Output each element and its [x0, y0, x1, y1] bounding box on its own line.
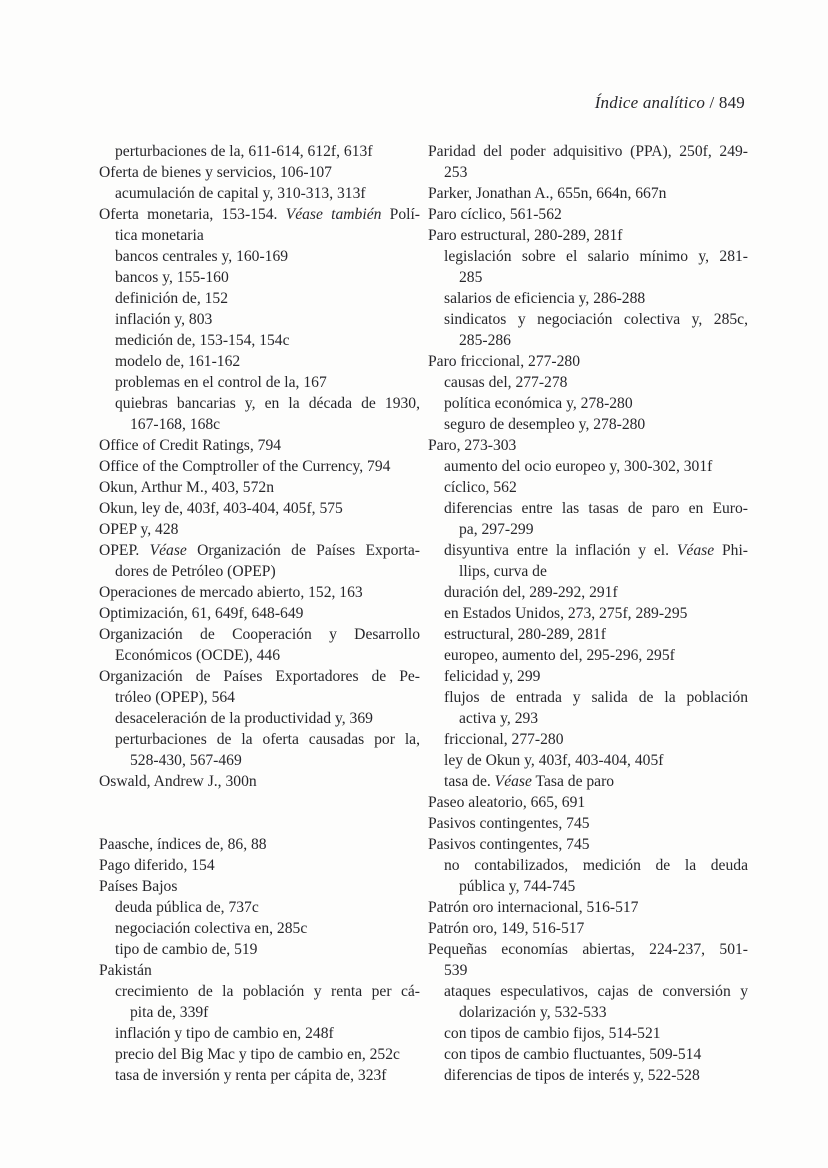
index-text-segment: aumento del ocio europeo y, 300-302, 301f: [444, 458, 713, 475]
index-text-segment: Paro, 273-303: [428, 437, 517, 454]
index-entry-line: [99, 708, 420, 729]
index-text-segment: con tipos de cambio fluctuantes, 509-514: [444, 1046, 702, 1063]
index-text-segment: Phi-: [714, 542, 748, 559]
index-entry-line: [99, 666, 420, 687]
index-entry-line: [428, 855, 748, 876]
index-entry-line: [428, 204, 748, 225]
index-entry-line: [428, 582, 748, 603]
index-entry-line: [428, 141, 748, 162]
index-text-segment: Oferta de bienes y servicios, 106-107: [99, 164, 332, 181]
index-entry-line: [99, 183, 420, 204]
index-text-segment: tipo de cambio de, 519: [115, 941, 258, 958]
index-text-segment: no contabilizados, medición de la deuda: [444, 857, 748, 874]
index-text-segment: ley de Okun y, 403f, 403-404, 405f: [444, 752, 664, 769]
index-entry-line: [428, 666, 748, 687]
index-column-left: [99, 141, 420, 1086]
index-entry-line: [428, 183, 748, 204]
index-text-segment: Países Bajos: [99, 878, 178, 895]
index-text-segment: dores de Petróleo (OPEP): [115, 563, 276, 580]
index-text-segment: disyuntiva entre la inflación y el.: [444, 542, 677, 559]
index-entry-line: [99, 393, 420, 414]
index-entry-line: [428, 393, 748, 414]
index-text-segment: Okun, Arthur M., 403, 572n: [99, 479, 274, 496]
index-entry-line: [428, 918, 748, 939]
index-entry-line: [99, 498, 420, 519]
index-entry-line: [99, 456, 420, 477]
index-entry-line: [428, 750, 748, 771]
index-text-segment: Pago diferido, 154: [99, 857, 215, 874]
index-entry-line: [428, 519, 748, 540]
index-entry-line: [99, 1002, 420, 1023]
index-entry-line: [428, 687, 748, 708]
index-entry-line: [99, 225, 420, 246]
index-entry-line: [99, 645, 420, 666]
index-text-segment: cíclico, 562: [444, 479, 517, 496]
index-entry-line: [99, 309, 420, 330]
index-text-segment: perturbaciones de la, 611-614, 612f, 613f: [115, 143, 373, 160]
index-entry-line: [428, 309, 748, 330]
index-entry-line: [99, 141, 420, 162]
index-text-segment: estructural, 280-289, 281f: [444, 626, 606, 643]
index-text-segment: acumulación de capital y, 310-313, 313f: [115, 185, 366, 202]
index-text-segment: 253: [444, 164, 468, 181]
index-text-segment: modelo de, 161-162: [115, 353, 241, 370]
index-entry-line: [99, 687, 420, 708]
index-text-segment: Pasivos contingentes, 745: [428, 815, 590, 832]
index-text-segment: Paro estructural, 280-289, 281f: [428, 227, 623, 244]
index-text-segment: Tasa de paro: [531, 773, 615, 790]
index-entry-line: [428, 792, 748, 813]
index-entry-line: [99, 939, 420, 960]
index-text-segment: dolarización y, 532-533: [459, 1004, 607, 1021]
index-entry-line: [428, 288, 748, 309]
index-entry-line: [99, 561, 420, 582]
index-cross-reference: Véase: [676, 542, 715, 559]
index-entry-line: [428, 1023, 748, 1044]
index-text-segment: Paseo aleatorio, 665, 691: [428, 794, 586, 811]
index-text-segment: Optimización, 61, 649f, 648-649: [99, 605, 304, 622]
index-entry-line: [99, 246, 420, 267]
index-text-segment: llips, curva de: [459, 563, 547, 580]
index-entry-line: [99, 1044, 420, 1065]
index-entry-line: [428, 372, 748, 393]
index-entry-line: [428, 834, 748, 855]
index-text-segment: flujos de entrada y salida de la población: [444, 689, 748, 706]
index-entry-line: [99, 351, 420, 372]
index-text-segment: duración del, 289-292, 291f: [444, 584, 618, 601]
index-entry-line: [99, 981, 420, 1002]
index-text-segment: precio del Big Mac y tipo de cambio en, 252c: [115, 1046, 400, 1063]
index-text-segment: en Estados Unidos, 273, 275f, 289-295: [444, 605, 688, 622]
index-text-segment: Pequeñas economías abiertas, 224-237, 501-: [428, 941, 748, 958]
index-text-segment: desaceleración de la productividad y, 369: [115, 710, 373, 727]
index-text-segment: felicidad y, 299: [444, 668, 541, 685]
index-text-segment: deuda pública de, 737c: [115, 899, 259, 916]
index-entry-line: [428, 603, 748, 624]
index-cross-reference: Véase: [494, 773, 532, 790]
index-text-segment: tasa de inversión y renta per cápita de, 323f: [115, 1067, 387, 1084]
index-entry-line: [428, 246, 748, 267]
index-text-segment: salarios de eficiencia y, 286-288: [444, 290, 646, 307]
index-entry-line: [99, 876, 420, 897]
index-entry-line: [428, 435, 748, 456]
index-entry-line: [99, 624, 420, 645]
index-entry-line: [99, 750, 420, 771]
index-text-segment: Organización de Países Exporta-: [186, 542, 420, 559]
index-text-segment: tica monetaria: [115, 227, 204, 244]
index-entry-line: [99, 330, 420, 351]
index-entry-line: [428, 267, 748, 288]
index-entry-line: [428, 624, 748, 645]
index-text-segment: definición de, 152: [115, 290, 229, 307]
index-text-segment: causas del, 277-278: [444, 374, 568, 391]
index-text-segment: friccional, 277-280: [444, 731, 564, 748]
index-text-segment: inflación y tipo de cambio en, 248f: [115, 1025, 334, 1042]
index-entry-line: [99, 540, 420, 561]
index-text-segment: diferencias de tipos de interés y, 522-528: [444, 1067, 700, 1084]
index-text-segment: Paro friccional, 277-280: [428, 353, 580, 370]
index-entry-line: [99, 729, 420, 750]
index-text-segment: Pakistán: [99, 962, 152, 979]
index-text-segment: Paridad del poder adquisitivo (PPA), 250f, 249-: [428, 143, 748, 160]
index-text-segment: Oswald, Andrew J., 300n: [99, 773, 257, 790]
index-text-segment: perturbaciones de la oferta causadas por la,: [115, 731, 420, 748]
index-entry-line: [428, 540, 748, 561]
index-entry-line: [99, 519, 420, 540]
header-page-number: 849: [718, 93, 745, 112]
index-entry-line: [99, 288, 420, 309]
index-entry-line: [99, 771, 420, 792]
index-entry-line: [428, 561, 748, 582]
index-text-segment: diferencias entre las tasas de paro en Euro-: [444, 500, 748, 517]
index-text-segment: Parker, Jonathan A., 655n, 664n, 667n: [428, 185, 667, 202]
index-entry-line: [99, 1023, 420, 1044]
index-text-segment: medición de, 153-154, 154c: [115, 332, 290, 349]
index-text-segment: Patrón oro internacional, 516-517: [428, 899, 639, 916]
index-entry-line: [99, 267, 420, 288]
index-entry-line: [428, 960, 748, 981]
index-text-segment: 528-430, 567-469: [130, 752, 242, 769]
index-text-segment: bancos y, 155-160: [115, 269, 229, 286]
index-text-segment: negociación colectiva en, 285c: [115, 920, 308, 937]
index-entry-line: [428, 1044, 748, 1065]
index-entry-line: [428, 414, 748, 435]
index-text-segment: Paasche, índices de, 86, 88: [99, 836, 267, 853]
index-text-segment: Polí-: [381, 206, 420, 223]
index-column-right: [428, 141, 748, 1086]
index-entry-line: [99, 435, 420, 456]
index-entry-line: [428, 456, 748, 477]
index-text-segment: OPEP.: [99, 542, 150, 559]
index-text-segment: Económicos (OCDE), 446: [115, 647, 281, 664]
index-entry-line: [99, 477, 420, 498]
index-entry-line: [428, 162, 748, 183]
index-entry-line: [428, 1002, 748, 1023]
index-entry-line: [99, 897, 420, 918]
index-text-segment: Office of Credit Ratings, 794: [99, 437, 282, 454]
index-entry-line: [99, 204, 420, 225]
index-text-segment: bancos centrales y, 160-169: [115, 248, 289, 265]
index-text-segment: europeo, aumento del, 295-296, 295f: [444, 647, 675, 664]
index-cross-reference: Véase: [149, 542, 187, 559]
index-text-segment: seguro de desempleo y, 278-280: [444, 416, 646, 433]
index-text-segment: Pasivos contingentes, 745: [428, 836, 590, 853]
index-entry-line: [428, 729, 748, 750]
index-text-segment: Oferta monetaria, 153-154.: [99, 206, 286, 223]
index-entry-line: [428, 1065, 748, 1086]
index-entry-line: [99, 918, 420, 939]
index-text-segment: pa, 297-299: [459, 521, 534, 538]
index-entry-line: [99, 603, 420, 624]
index-text-segment: Office of the Comptroller of the Currency, 794: [99, 458, 391, 475]
index-text-segment: Okun, ley de, 403f, 403-404, 405f, 575: [99, 500, 343, 517]
index-entry-line: [428, 876, 748, 897]
index-entry-line: [99, 834, 420, 855]
index-entry-line: [428, 330, 748, 351]
index-text-segment: ataques especulativos, cajas de conversión y: [444, 983, 748, 1000]
index-text-segment: Organización de Países Exportadores de Pe-: [99, 668, 420, 685]
header-title: Índice analítico: [594, 93, 706, 112]
index-text-segment: 167-168, 168c: [130, 416, 221, 433]
index-text-segment: inflación y, 803: [115, 311, 213, 328]
index-entry-line: [99, 855, 420, 876]
index-text-segment: Paro cíclico, 561-562: [428, 206, 562, 223]
index-entry-line: [99, 960, 420, 981]
header-separator: /: [705, 93, 719, 112]
index-text-segment: tasa de.: [444, 773, 495, 790]
index-text-segment: legislación sobre el salario mínimo y, 281-: [444, 248, 748, 265]
index-text-segment: 285: [459, 269, 483, 286]
index-text-segment: activa y, 293: [459, 710, 539, 727]
index-columns: [99, 141, 749, 1086]
index-entry-line: [428, 498, 748, 519]
index-text-segment: crecimiento de la población y renta per cá-: [115, 983, 420, 1000]
index-entry-line: [99, 582, 420, 603]
index-text-segment: problemas en el control de la, 167: [115, 374, 327, 391]
index-entry-line: [428, 981, 748, 1002]
index-entry-line: [99, 1065, 420, 1086]
index-cross-reference: Véase también: [285, 206, 382, 223]
index-entry-line: [99, 162, 420, 183]
index-text-segment: Organización de Cooperación y Desarrollo: [99, 626, 420, 643]
index-entry-line: [428, 939, 748, 960]
index-text-segment: con tipos de cambio fijos, 514-521: [444, 1025, 661, 1042]
index-entry-line: [99, 372, 420, 393]
index-text-segment: política económica y, 278-280: [444, 395, 633, 412]
index-entry-line: [428, 645, 748, 666]
index-entry-line: [428, 708, 748, 729]
index-entry-line: [428, 477, 748, 498]
index-text-segment: 539: [444, 962, 468, 979]
index-text-segment: tróleo (OPEP), 564: [115, 689, 235, 706]
index-entry-line: [428, 813, 748, 834]
index-entry-line: [428, 897, 748, 918]
index-text-segment: OPEP y, 428: [99, 521, 179, 538]
index-text-segment: Operaciones de mercado abierto, 152, 163: [99, 584, 363, 601]
index-text-segment: Patrón oro, 149, 516-517: [428, 920, 585, 937]
index-entry-line: [428, 351, 748, 372]
index-text-segment: 285-286: [459, 332, 511, 349]
index-text-segment: pita de, 339f: [130, 1004, 209, 1021]
index-entry-line: [428, 225, 748, 246]
index-entry-line: [428, 771, 748, 792]
running-header: [99, 93, 745, 113]
index-entry-line: [99, 414, 420, 435]
index-text-segment: pública y, 744-745: [459, 878, 576, 895]
index-text-segment: sindicatos y negociación colectiva y, 285c,: [444, 311, 748, 328]
index-text-segment: quiebras bancarias y, en la década de 1930,: [115, 395, 420, 412]
